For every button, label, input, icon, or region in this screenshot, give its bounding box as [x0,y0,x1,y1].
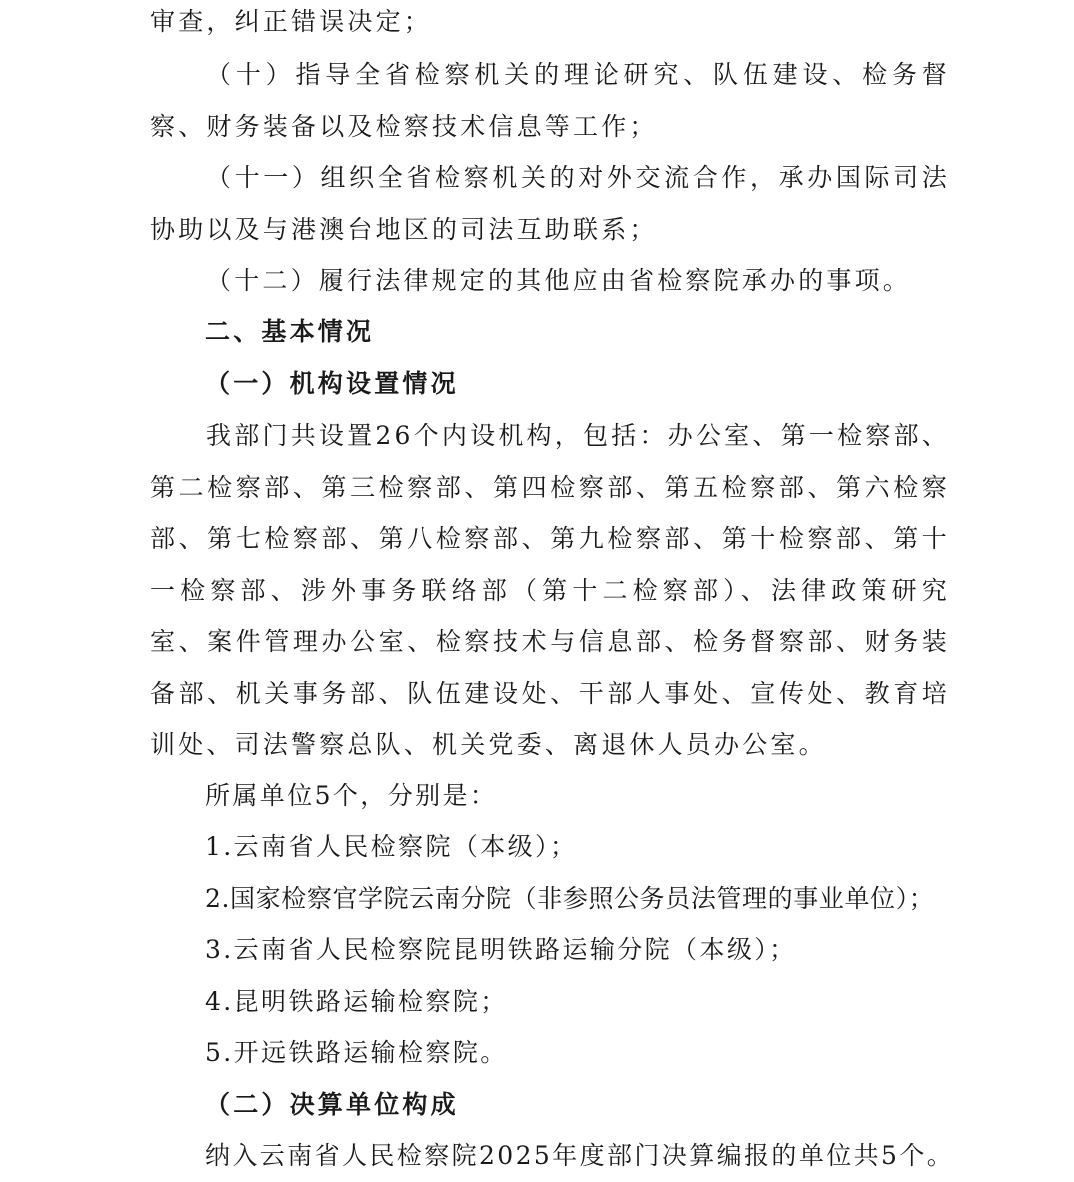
list-item-unit-5: 5.开远铁路运输检察院。 [205,1038,508,1067]
paragraph-final-units: 纳入云南省人民检察院2025年度部门决算编报的单位共5个。 [205,1141,955,1170]
list-item-10: （十）指导全省检察机关的理论研究、队伍建设、检务督察、财务装备以及检察技术信息等工作； [150,60,950,141]
subsection-heading-final-units: （二）决算单位构成 [205,1090,459,1119]
section-heading-basic-info: 二、基本情况 [205,317,375,346]
list-item-unit-1: 1.云南省人民检察院（本级）； [205,832,578,861]
list-item-unit-4: 4.昆明铁路运输检察院； [205,987,508,1016]
paragraph-org-structure: 我部门共设置26个内设机构，包括：办公室、第一检察部、第二检察部、第三检察部、第四检察部、第五检察部、第六检察部、第七检察部、第八检察部、第九检察部、第十检察部、第十一检察部、涉外事务联络部（第十二检察部）、法律政策研究室、案件管理办公室、检察技术与信息部、检务督察部、财务装备部、机关事务部、队伍建设处、干部人事处、宣传处、教育培训处、司法警察总队、机关党委、离退休人员办公室。 [150,421,950,759]
list-item-unit-2: 2.国家检察官学院云南分院（非参照公务员法管理的事业单位）； [205,884,935,913]
list-item-11: （十一）组织全省检察机关的对外交流合作，承办国际司法协助以及与港澳台地区的司法互助联系； [150,163,950,244]
paragraph-continuation: 审查，纠正错误决定； [150,7,433,36]
subsection-heading-org-setup: （一）机构设置情况 [205,369,459,398]
list-item-unit-3: 3.云南省人民检察院昆明铁路运输分院（本级）； [205,935,797,964]
list-item-12: （十二）履行法律规定的其他应由省检察院承办的事项。 [206,266,912,295]
paragraph-units-intro: 所属单位5个，分别是： [205,781,498,810]
